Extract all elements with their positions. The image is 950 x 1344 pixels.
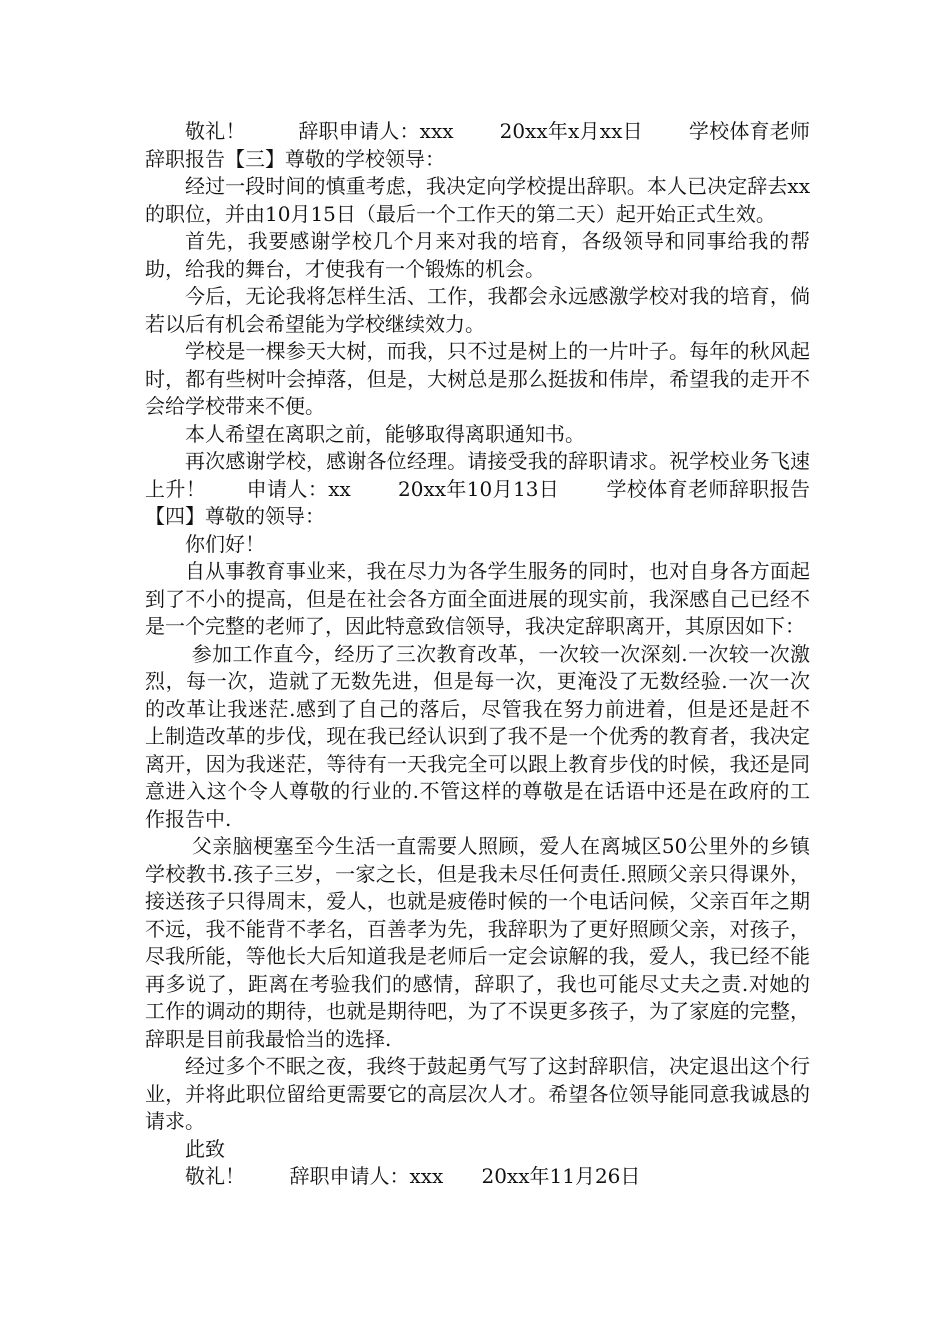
paragraph: 你们好！ — [185, 531, 265, 556]
paragraph: 今后，无论我将怎样生活、工作，我都会永远感激学校对我的培育，倘若以后有机会希望能为学校继续效力。 — [145, 284, 810, 336]
paragraph: 经过一段时间的慎重考虑，我决定向学校提出辞职。本人已决定辞去xx的职位，并由10月15日（最后一个工作天的第二天）起开始正式生效。 — [145, 174, 810, 226]
paragraph: 学校是一棵参天大树，而我，只不过是树上的一片叶子。每年的秋风起时，都有些树叶会掉落，但是，大树总是那么挺拔和伟岸，希望我的走开不会给学校带来不便。 — [145, 339, 810, 418]
paragraph: 再次感谢学校，感谢各位经理。请接受我的辞职请求。祝学校业务飞速上升！ 申请人：xx 20xx年10月13日 学校体育老师辞职报告【四】尊敬的领导： — [145, 449, 810, 528]
paragraph: 本人希望在离职之前，能够取得离职通知书。 — [185, 421, 585, 446]
paragraph: 参加工作直今，经历了三次教育改革，一次较一次深刻.一次较一次激烈，每一次，造就了无数先进，但是每一次，更淹没了无数经验.一次一次的改革让我迷茫.感到了自己的落后，尽管我在努力前进着，但是还是赶不上制造改革的步伐，现在我已经认识到了我不是一个优秀的教育者，我决定离开，因为我迷茫，等待有一天我完全可以跟上教育步伐的时候，我还是同意进入这个令人尊敬的行业的.不管这样的尊敬是在话语中还是在政府的工作报告中. — [145, 641, 811, 831]
paragraph: 敬礼！ 辞职申请人：xxx 20xx年11月26日 — [185, 1164, 641, 1188]
paragraph: 经过多个不眠之夜，我终于鼓起勇气写了这封辞职信，决定退出这个行业，并将此职位留给更需要它的高层次人才。希望各位领导能同意我诚恳的请求。 — [145, 1054, 810, 1133]
document-body — [145, 118, 810, 1191]
paragraph: 敬礼！ 辞职申请人：xxx 20xx年x月xx日 学校体育老师辞职报告【三】尊敬的学校领导： — [145, 119, 810, 171]
paragraph: 自从事教育事业来，我在尽力为各学生服务的同时，也对自身各方面起到了不小的提高，但是在社会各方面全面进展的现实前，我深感自己已经不是一个完整的老师了，因此特意致信领导，我决定辞职离开，其原因如下： — [145, 559, 810, 638]
paragraph: 此致 — [185, 1136, 225, 1161]
paragraph: 父亲脑梗塞至今生活一直需要人照顾，爱人在离城区50公里外的乡镇学校教书.孩子三岁，一家之长，但是我未尽任何责任.照顾父亲只得课外，接送孩子只得周末，爱人，也就是疲倦时候的一个电话问候，父亲百年之期不远，我不能背不孝名，百善孝为先，我辞职为了更好照顾父亲，对孩子，尽我所能，等他长大后知道我是老师后一定会谅解的我，爱人，我已经不能再多说了，距离在考验我们的感情，辞职了，我也可能尽丈夫之责.对她的工作的调动的期待，也就是期待吧，为了不误更多孩子，为了家庭的完整，辞职是目前我最恰当的选择. — [145, 834, 811, 1051]
paragraph: 首先，我要感谢学校几个月来对我的培育，各级领导和同事给我的帮助，给我的舞台，才使我有一个锻炼的机会。 — [145, 229, 810, 281]
